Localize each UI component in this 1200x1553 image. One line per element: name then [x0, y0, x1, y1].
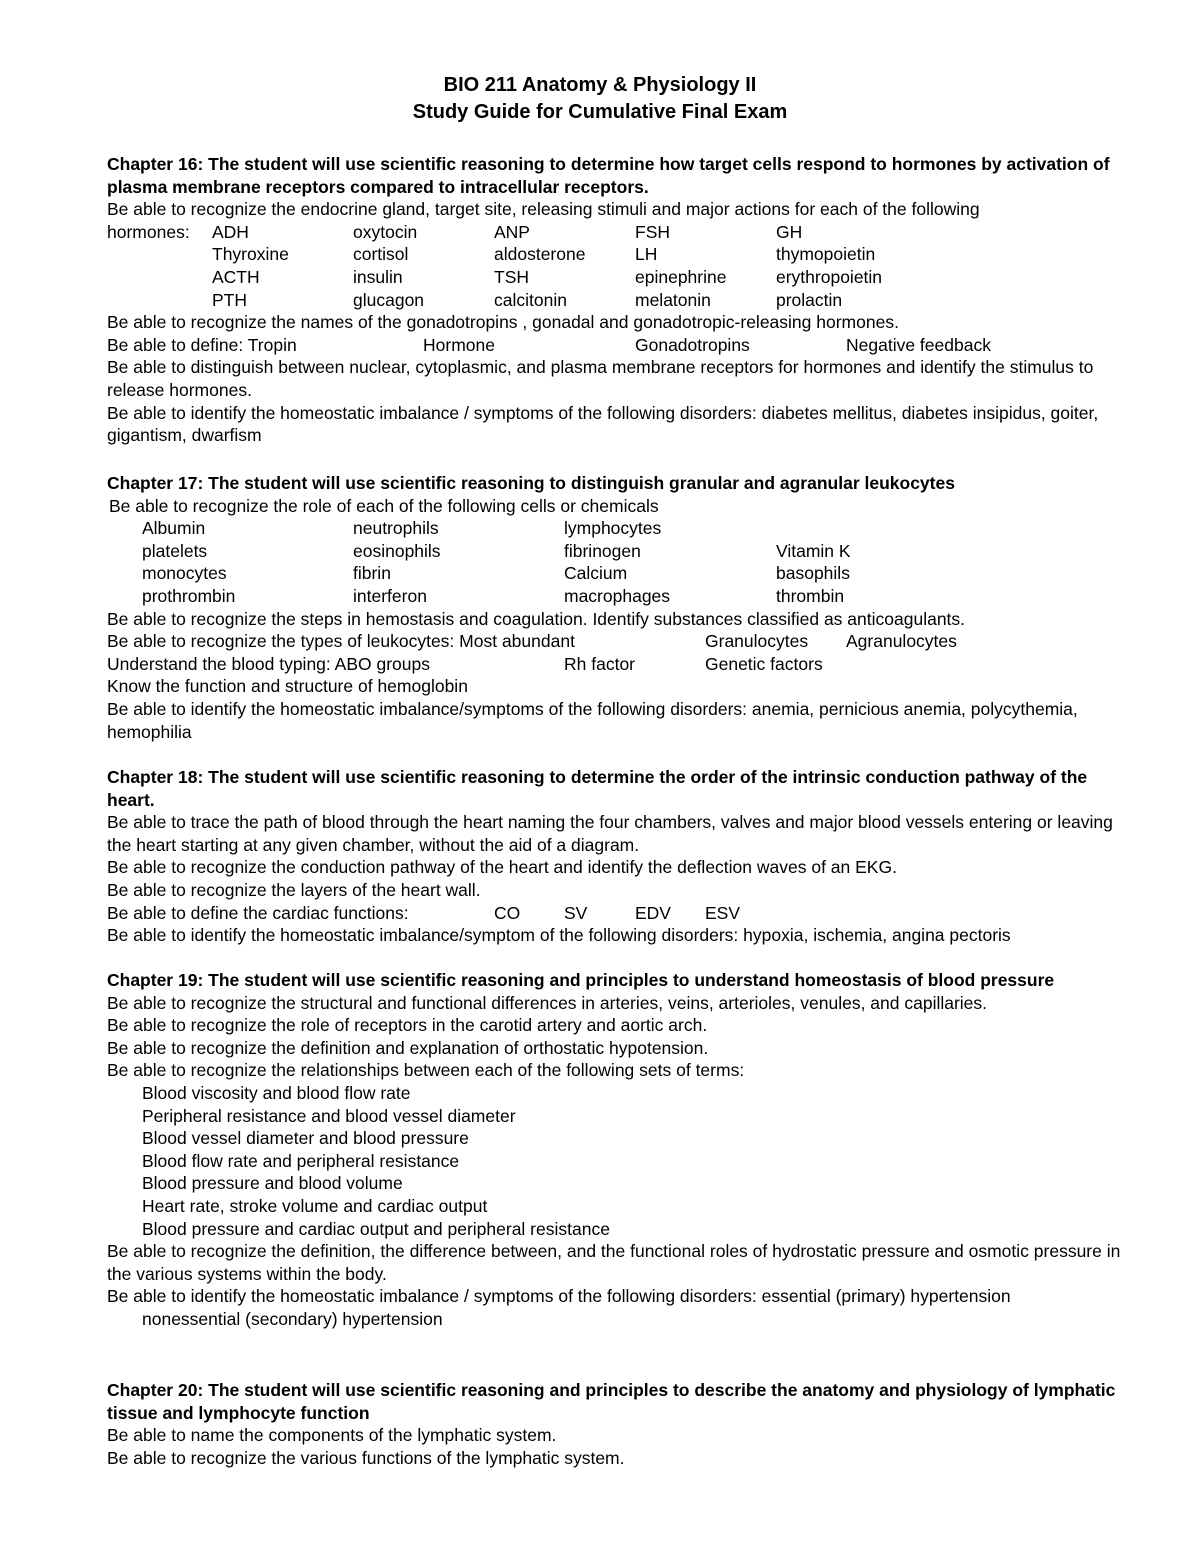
- gonadotropins-line: Be able to recognize the names of the gonadotropins , gonadal and gonadotropic-releasing hormones.: [107, 312, 899, 333]
- chapter-17-intro: Be able to recognize the role of each of the following cells or chemicals: [109, 495, 659, 516]
- hormone-cell: ANP: [494, 221, 530, 242]
- define-label: Be able to define: Tropin: [107, 334, 297, 355]
- cardiac-label: Be able to define the cardiac functions:: [107, 902, 409, 923]
- guide-title: Study Guide for Cumulative Final Exam: [412, 101, 788, 123]
- hormone-cell: Thyroxine: [212, 244, 289, 265]
- define-term: Gonadotropins: [635, 334, 750, 355]
- cells-cell: basophils: [776, 563, 850, 584]
- cells-cell: monocytes: [142, 563, 227, 584]
- chapter-19-disorders-cont: nonessential (secondary) hypertension: [142, 1308, 443, 1329]
- term-pair: Blood vessel diameter and blood pressure: [142, 1128, 469, 1149]
- hormone-cell: oxytocin: [353, 221, 418, 242]
- receptors-line: Be able to distinguish between nuclear, cytoplasmic, and plasma membrane receptors for hormones and identify the stimulus to release hormones.: [107, 357, 1094, 400]
- trace-line: Be able to trace the path of blood through the heart naming the four chambers, valves and major blood vessels entering or leaving the heart starting at any given chamber, without the aid of a diagram.: [107, 812, 1113, 855]
- define-term: Hormone: [423, 334, 495, 355]
- cells-cell: Vitamin K: [776, 540, 851, 561]
- leukocyte-term: Granulocytes: [705, 631, 809, 652]
- hormone-row: [107, 221, 1127, 244]
- term-pair: Blood flow rate and peripheral resistance: [142, 1150, 460, 1171]
- typing-term: Genetic factors: [705, 653, 823, 674]
- course-title: BIO 211 Anatomy & Physiology II: [443, 74, 757, 96]
- cells-cell: eosinophils: [353, 540, 441, 561]
- term-pair: Heart rate, stroke volume and cardiac output: [142, 1195, 488, 1216]
- cells-cell: interferon: [353, 585, 427, 606]
- hormone-cell: thymopoietin: [776, 244, 876, 265]
- hormone-cell: glucagon: [353, 289, 425, 310]
- cells-cell: Albumin: [142, 518, 206, 539]
- cardiac-term: SV: [564, 902, 588, 923]
- chapter-18-disorders: Be able to identify the homeostatic imbalance/symptom of the following disorders: hypoxia, ischemia, angina pectoris: [107, 925, 1011, 946]
- hormone-cell: aldosterone: [494, 244, 586, 265]
- term-pair: Peripheral resistance and blood vessel diameter: [142, 1105, 516, 1126]
- hormone-cell: LH: [635, 244, 658, 265]
- chapter-20-line: Be able to name the components of the lymphatic system.: [107, 1425, 557, 1446]
- blood-typing-line: [107, 653, 1127, 676]
- hormone-row: [107, 266, 1127, 289]
- chapter-17-heading: Chapter 17: The student will use scientific reasoning to distinguish granular and agranular leukocytes: [107, 473, 955, 493]
- hormone-cell: GH: [776, 221, 803, 242]
- hormone-cell: insulin: [353, 266, 403, 287]
- cells-row: [107, 517, 1127, 540]
- pressure-line: Be able to recognize the definition, the difference between, and the functional roles of hydrostatic pressure and osmotic pressure in the various systems within the body.: [107, 1241, 1121, 1284]
- chapter-16-disorders: Be able to identify the homeostatic imbalance / symptoms of the following disorders: diabetes mellitus, diabetes insipidus, goiter, gigantism, dwarfism: [107, 402, 1099, 446]
- chapter-19-section: [107, 969, 1127, 1331]
- hormone-table: [107, 221, 1127, 311]
- chapter-19-line: Be able to recognize the relationships between each of the following sets of terms:: [107, 1060, 745, 1081]
- define-line: [107, 334, 1127, 357]
- chapter-16-section: [107, 153, 1127, 447]
- cells-row: [107, 540, 1127, 563]
- chapter-16-intro: Be able to recognize the endocrine gland, target site, releasing stimuli and major actions for each of the following: [107, 199, 980, 220]
- chapter-17-disorders: Be able to identify the homeostatic imbalance/symptoms of the following disorders: anemia, pernicious anemia, polycythemia, hemophilia: [107, 698, 1078, 742]
- chapter-19-line: Be able to recognize the structural and functional differences in arteries, veins, arterioles, venules, and capillaries.: [107, 992, 988, 1013]
- cells-cell: fibrinogen: [564, 540, 641, 561]
- hormone-row: [107, 289, 1127, 312]
- chapter-20-line: Be able to recognize the various functions of the lymphatic system.: [107, 1447, 625, 1468]
- chapter-18-section: [107, 766, 1127, 947]
- cells-cell: neutrophils: [353, 518, 439, 539]
- leukocyte-types-line: [107, 630, 1127, 653]
- cells-cell: platelets: [142, 540, 208, 561]
- leukocyte-term: Agranulocytes: [846, 631, 957, 652]
- hormone-cell: melatonin: [635, 289, 711, 310]
- cells-cell: Calcium: [564, 563, 628, 584]
- cells-cell: macrophages: [564, 585, 671, 606]
- hormone-cell: prolactin: [776, 289, 843, 310]
- typing-term: Rh factor: [564, 653, 635, 674]
- cells-cell: thrombin: [776, 585, 845, 606]
- cardiac-functions-line: [107, 902, 1127, 925]
- chapter-17-section: [107, 472, 1127, 743]
- hormone-cell: calcitonin: [494, 289, 567, 310]
- hormones-label: hormones:: [107, 221, 190, 242]
- layers-line: Be able to recognize the layers of the heart wall.: [107, 879, 481, 900]
- cardiac-term: ESV: [705, 902, 741, 923]
- leukocyte-label: Be able to recognize the types of leukocytes: Most abundant: [107, 631, 575, 652]
- hormone-row: [107, 243, 1127, 266]
- define-term: Negative feedback: [846, 334, 991, 355]
- hormone-cell: TSH: [494, 266, 529, 287]
- cells-cell: fibrin: [353, 563, 391, 584]
- term-pair: Blood viscosity and blood flow rate: [142, 1082, 411, 1103]
- conduction-line: Be able to recognize the conduction pathway of the heart and identify the deflection waves of an EKG.: [107, 857, 897, 878]
- cells-cell: lymphocytes: [564, 518, 662, 539]
- typing-label: Understand the blood typing: ABO groups: [107, 653, 430, 674]
- cells-table: [107, 517, 1127, 607]
- chapter-20-section: [107, 1379, 1127, 1469]
- cells-row: [107, 562, 1127, 585]
- cells-row: [107, 585, 1127, 608]
- hormone-cell: PTH: [212, 289, 247, 310]
- term-pair: Blood pressure and cardiac output and peripheral resistance: [142, 1218, 610, 1239]
- cells-cell: prothrombin: [142, 585, 236, 606]
- term-pair: Blood pressure and blood volume: [142, 1173, 403, 1194]
- hormone-cell: erythropoietin: [776, 266, 883, 287]
- hormone-cell: ADH: [212, 221, 249, 242]
- chapter-19-line: Be able to recognize the role of receptors in the carotid artery and aortic arch.: [107, 1015, 708, 1036]
- hemostasis-line: Be able to recognize the steps in hemostasis and coagulation. Identify substances classified as anticoagulants.: [107, 608, 966, 629]
- hemoglobin-line: Know the function and structure of hemoglobin: [107, 676, 468, 697]
- cardiac-term: EDV: [635, 902, 671, 923]
- chapter-16-heading: Chapter 16: The student will use scientific reasoning to determine how target cells respond to hormones by activation of plasma membrane receptors compared to intracellular receptors.: [107, 154, 1110, 197]
- hormone-cell: ACTH: [212, 266, 260, 287]
- hormone-cell: FSH: [635, 221, 670, 242]
- chapter-19-line: Be able to recognize the definition and explanation of orthostatic hypotension.: [107, 1037, 709, 1058]
- cardiac-term: CO: [494, 902, 521, 923]
- chapter-19-heading: Chapter 19: The student will use scientific reasoning and principles to understand homeostasis of blood pressure: [107, 970, 1055, 990]
- chapter-20-heading: Chapter 20: The student will use scientific reasoning and principles to describe the anatomy and physiology of lymphatic tissue and lymphocyte function: [107, 1380, 1116, 1423]
- chapter-19-disorders: Be able to identify the homeostatic imbalance / symptoms of the following disorders: essential (primary) hypertension: [107, 1286, 1011, 1307]
- hormone-cell: epinephrine: [635, 266, 727, 287]
- chapter-18-heading: Chapter 18: The student will use scientific reasoning to determine the order of the intrinsic conduction pathway of the heart.: [107, 767, 1088, 810]
- hormone-cell: cortisol: [353, 244, 409, 265]
